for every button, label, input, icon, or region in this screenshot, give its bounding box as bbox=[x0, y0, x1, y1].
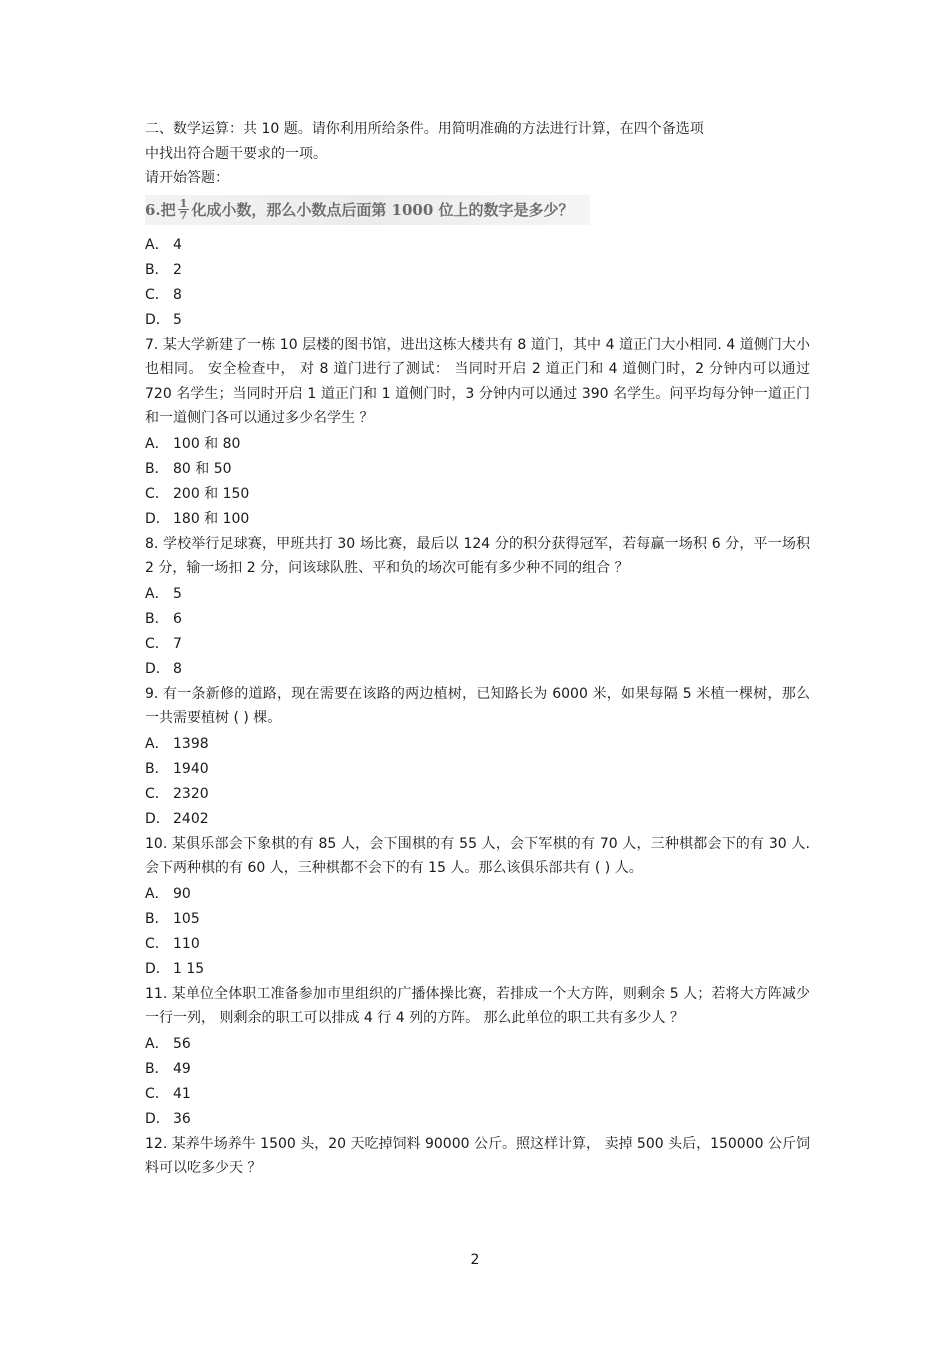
option-item bbox=[145, 432, 810, 457]
option-item bbox=[145, 807, 810, 832]
option-text: 1940 bbox=[173, 760, 209, 777]
option-letter: C． bbox=[145, 785, 169, 802]
option-text: 8 bbox=[173, 286, 182, 303]
option-letter: C． bbox=[145, 1085, 169, 1102]
question-10-options bbox=[145, 882, 810, 982]
option-text: 2 bbox=[173, 261, 182, 278]
question-9-text: 9. 有一条新修的道路，现在需要在该路的两边植树，已知路长为 6000 米，如果每隔 5 米植一棵树，那么一共需要植树 ( ) 棵。 bbox=[145, 685, 810, 726]
option-item bbox=[145, 782, 810, 807]
option-letter: B． bbox=[145, 910, 169, 927]
q6-prefix: 6.把 bbox=[145, 200, 176, 219]
option-item bbox=[145, 907, 810, 932]
option-letter: A． bbox=[145, 236, 169, 253]
option-letter: D． bbox=[145, 311, 170, 328]
option-item bbox=[145, 632, 810, 657]
option-letter: D． bbox=[145, 510, 170, 527]
option-text: 8 bbox=[173, 660, 182, 677]
intro-line: 二、数学运算：共 10 题。请你利用所给条件。用简明准确的方法进行计算，在四个备选项 bbox=[145, 121, 704, 137]
option-text: 80 和 50 bbox=[173, 460, 232, 477]
option-text: 41 bbox=[173, 1085, 191, 1102]
option-item bbox=[145, 258, 810, 283]
option-text: 36 bbox=[173, 1110, 191, 1127]
question-8-text: 8. 学校举行足球赛，甲班共打 30 场比赛，最后以 124 分的积分获得冠军，若每赢一场积 6 分，平一场积 2 分，输一场扣 2 分，问该球队胜、平和负的场次可能有多少种不同的组合 ？ bbox=[145, 535, 810, 576]
fraction-numerator: 1 bbox=[179, 197, 188, 210]
question-11-options bbox=[145, 1032, 810, 1132]
option-text: 56 bbox=[173, 1035, 191, 1052]
option-letter: B． bbox=[145, 1060, 169, 1077]
question-11-text: 11. 某单位全体职工准备参加市里组织的广播体操比赛，若排成一个大方阵，则剩余 5 人；若将大方阵减少一行一列， 则剩余的职工可以排成 4 行 4 列的方阵。 那么此单位的职工共有多少人 ？ bbox=[145, 985, 810, 1026]
option-letter: C． bbox=[145, 286, 169, 303]
option-item bbox=[145, 732, 810, 757]
option-item bbox=[145, 482, 810, 507]
option-text: 180 和 100 bbox=[173, 510, 250, 527]
question-7-text: 7. 某大学新建了一栋 10 层楼的图书馆，进出这栋大楼共有 8 道门，其中 4 道正门大小相同. 4 道侧门大小也相同。 安全检查中， 对 8 道门进行了测试： 当同时开启 2 道正门和 4 道侧门时，2 分钟内可以通过 720 名学生；当同时开启 1 道正门和 1 道侧门时，3 分钟内可以通过 390 名学生。问平均每分钟一道正门和一道侧门各可以通过多少名学生 ？ bbox=[145, 336, 810, 426]
option-item bbox=[145, 757, 810, 782]
option-text: 110 bbox=[173, 935, 200, 952]
option-letter: A． bbox=[145, 435, 169, 452]
option-letter: A． bbox=[145, 1035, 169, 1052]
option-item bbox=[145, 283, 810, 308]
option-letter: D． bbox=[145, 960, 170, 977]
option-item bbox=[145, 308, 810, 333]
option-letter: B． bbox=[145, 610, 169, 627]
option-letter: A． bbox=[145, 735, 169, 752]
option-letter: B． bbox=[145, 460, 169, 477]
option-text: 2402 bbox=[173, 810, 209, 827]
question-8-options bbox=[145, 582, 810, 682]
question-9-options bbox=[145, 732, 810, 832]
option-item bbox=[145, 657, 810, 682]
q6-suffix: 化成小数，那么小数点后面第 1000 位上的数字是多少？ bbox=[191, 200, 574, 219]
option-item bbox=[145, 233, 810, 258]
option-text: 105 bbox=[173, 910, 200, 927]
option-text: 5 bbox=[173, 311, 182, 328]
option-text: 4 bbox=[173, 236, 182, 253]
option-item bbox=[145, 932, 810, 957]
option-item bbox=[145, 457, 810, 482]
option-letter: D． bbox=[145, 660, 170, 677]
option-letter: D． bbox=[145, 1110, 170, 1127]
option-text: 1 15 bbox=[173, 960, 205, 977]
option-item bbox=[145, 1082, 810, 1107]
document-page bbox=[145, 117, 810, 1181]
question-7-options bbox=[145, 432, 810, 532]
question-10-text: 10. 某俱乐部会下象棋的有 85 人，会下围棋的有 55 人，会下军棋的有 70 人，三种棋都会下的有 30 人. 会下两种棋的有 60 人，三种棋都不会下的有 15 人。那么该俱乐部共有 ( ) 人。 bbox=[145, 835, 810, 876]
option-item bbox=[145, 1032, 810, 1057]
option-text: 49 bbox=[173, 1060, 191, 1077]
option-letter: C． bbox=[145, 935, 169, 952]
option-text: 90 bbox=[173, 885, 191, 902]
option-letter: C． bbox=[145, 485, 169, 502]
option-text: 6 bbox=[173, 610, 182, 627]
page-number: 2 bbox=[470, 1252, 480, 1268]
option-item bbox=[145, 507, 810, 532]
option-text: 7 bbox=[173, 635, 182, 652]
option-letter: A． bbox=[145, 585, 169, 602]
option-text: 200 和 150 bbox=[173, 485, 250, 502]
option-item bbox=[145, 607, 810, 632]
option-text: 100 和 80 bbox=[173, 435, 241, 452]
option-letter: B． bbox=[145, 760, 169, 777]
option-item bbox=[145, 1057, 810, 1082]
section-intro bbox=[145, 117, 810, 191]
option-item bbox=[145, 1107, 810, 1132]
option-letter: B． bbox=[145, 261, 169, 278]
option-text: 1398 bbox=[173, 735, 209, 752]
intro-line: 中找出符合题干要求的一项。 bbox=[145, 145, 327, 162]
option-letter: A． bbox=[145, 885, 169, 902]
question-6-image bbox=[145, 195, 590, 225]
question-12-text: 12. 某养牛场养牛 1500 头，20 天吃掉饲料 90000 公斤。照这样计算， 卖掉 500 头后，150000 公斤饲料可以吃多少天 ？ bbox=[145, 1135, 810, 1176]
question-6-options bbox=[145, 233, 810, 333]
fraction-one-seventh bbox=[178, 198, 190, 221]
option-text: 5 bbox=[173, 585, 182, 602]
option-item bbox=[145, 957, 810, 982]
option-text: 2320 bbox=[173, 785, 209, 802]
option-letter: D． bbox=[145, 810, 170, 827]
fraction-denominator: 7 bbox=[179, 209, 188, 222]
option-item bbox=[145, 582, 810, 607]
option-letter: C． bbox=[145, 635, 169, 652]
option-item bbox=[145, 882, 810, 907]
intro-line: 请开始答题： bbox=[145, 170, 229, 186]
